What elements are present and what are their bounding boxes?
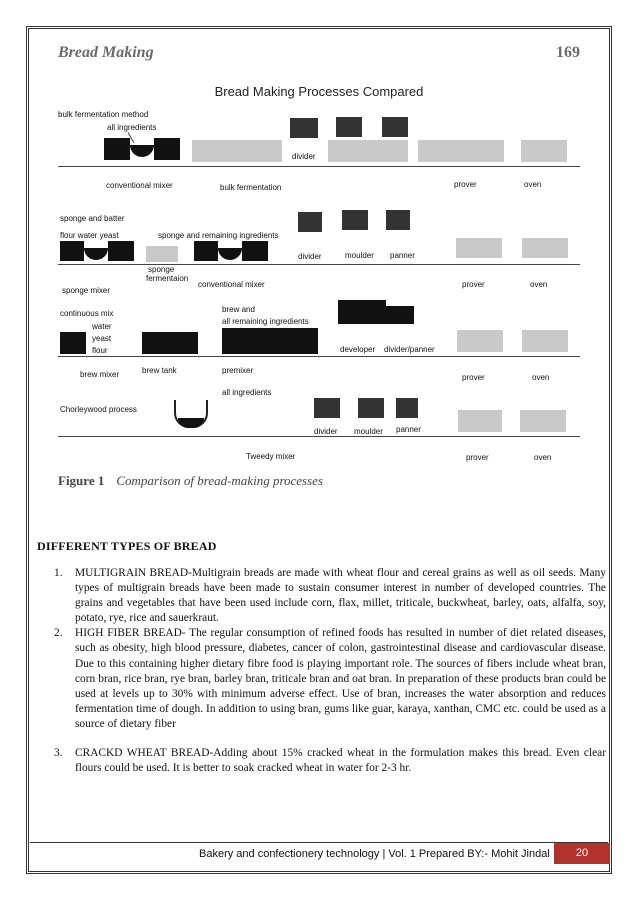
label-moulder: moulder bbox=[345, 251, 374, 260]
label-chorleywood: Chorleywood process bbox=[60, 405, 137, 414]
label-oven: oven bbox=[532, 373, 550, 382]
figure-caption bbox=[58, 473, 323, 489]
moulder-machine bbox=[342, 210, 368, 230]
label-sponge-batter: sponge and batter bbox=[60, 214, 125, 223]
label-divider: divider bbox=[298, 252, 322, 261]
oven-machine bbox=[522, 330, 568, 352]
prover-machine bbox=[458, 410, 502, 432]
conventional-mixer-block bbox=[194, 241, 218, 261]
label-sponge-mixer: sponge mixer bbox=[62, 286, 111, 295]
label-oven: oven bbox=[534, 453, 552, 462]
panner-machine bbox=[396, 398, 418, 418]
list-item-text: MULTIGRAIN BREAD-Multigrain breads are made with wheat flour and cereal grains as well as oil seeds. Many types of multigrain breads have been made to sustain consumer interest in number of developed countries. The grains and vegetables that have been used include corn, flax, millet, triticale, buckwheat, barley, oats, alfalfa, soy, potato, rye, rice and sauerkraut. bbox=[75, 567, 606, 625]
developer-machine bbox=[338, 300, 386, 324]
list-item-text: CRACKD WHEAT BREAD-Adding about 15% cracked wheat in the formulation makes this bread. Even clear flours could be used. It is better to soak cracked wheat in water for 2-3 hr. bbox=[75, 747, 606, 775]
sponge-mixer-block bbox=[108, 241, 134, 261]
book-page-number: 169 bbox=[556, 44, 580, 61]
label-divider: divider bbox=[292, 152, 316, 161]
list-item bbox=[54, 566, 606, 626]
label-brew-mixer: brew mixer bbox=[80, 370, 120, 379]
label-oven: oven bbox=[524, 180, 542, 189]
figure-caption-number: Figure 1 bbox=[58, 473, 105, 488]
brew-tank bbox=[142, 332, 198, 354]
label-divider-panner: divider/panner bbox=[384, 345, 435, 354]
label-moulder: moulder bbox=[354, 427, 383, 436]
divider-machine bbox=[298, 212, 322, 232]
oven-machine bbox=[520, 410, 566, 432]
list-item-number: 1. bbox=[54, 567, 63, 579]
label-prover: prover bbox=[462, 280, 485, 289]
list-item bbox=[54, 746, 606, 776]
list-item-number: 2. bbox=[54, 627, 63, 640]
mixer-block bbox=[104, 138, 130, 160]
label-flour-water-yeast: flour water yeast bbox=[60, 231, 119, 240]
moulder-machine bbox=[358, 398, 384, 418]
oven-machine bbox=[522, 238, 568, 258]
label-developer: developer bbox=[340, 345, 376, 354]
floor-line bbox=[58, 264, 580, 265]
divider-panner-machine bbox=[386, 306, 414, 324]
label-sponge-fermentation-b: fermentaion bbox=[146, 274, 189, 283]
bulk-fermentation-tank bbox=[192, 140, 282, 162]
list-item-text: HIGH FIBER BREAD- The regular consumption of refined foods has resulted in number of diet related diseases, such as obesity, high blood pressure, diabetes, cancer of colon, gastrointestinal disease and cardiovascular disease. Due to this containing higher dietary fibre food is playing important role. The sources of fibers include wheat bran, corn bran, rice bran, rye bran, barley bran, triticale bran and oat bran. In preparation of these products bran could be used at levels up to 30% with minimum adverse effect. Use of bran, increases the water absorption and reduces fermentation time of dough. In addition to using bran, gums like guar, karaya, xanthan, CMC etc. could be used as a source of dietary fiber bbox=[75, 627, 606, 730]
figure-title: Bread Making Processes Compared bbox=[214, 84, 424, 99]
prover-machine bbox=[456, 238, 502, 258]
premixer bbox=[222, 328, 318, 354]
label-flour: flour bbox=[92, 346, 108, 355]
footer-text: Bakery and confectionery technology | Vol. 1 Prepared BY:- Mohit Jindal bbox=[199, 848, 550, 860]
footer-divider bbox=[30, 842, 608, 843]
label-conventional-mixer: conventional mixer bbox=[106, 181, 173, 190]
label-divider: divider bbox=[314, 427, 338, 436]
mixer-block bbox=[154, 138, 180, 160]
prover-machine bbox=[457, 330, 503, 352]
label-water: water bbox=[92, 322, 112, 331]
conveyor bbox=[328, 140, 408, 162]
divider-machine bbox=[290, 118, 318, 138]
label-prover: prover bbox=[454, 180, 477, 189]
list-item bbox=[54, 626, 606, 732]
sponge-mixer-block bbox=[60, 241, 84, 261]
floor-line bbox=[58, 436, 580, 437]
brew-mixer bbox=[60, 332, 86, 354]
panner-machine bbox=[382, 117, 408, 137]
label-continuous-mix: continuous mix bbox=[60, 309, 114, 318]
label-sponge-fermentation-a: sponge bbox=[148, 265, 175, 274]
book-title: Bread Making bbox=[58, 44, 154, 61]
label-bulk-method: bulk fermentation method bbox=[58, 110, 149, 119]
label-oven: oven bbox=[530, 280, 548, 289]
floor-line bbox=[58, 356, 580, 357]
floor-line bbox=[58, 166, 580, 167]
label-panner: panner bbox=[390, 251, 415, 260]
bread-types-list bbox=[54, 566, 606, 776]
label-prover: prover bbox=[462, 373, 485, 382]
label-panner: panner bbox=[396, 425, 421, 434]
sponge-fermentation-tank bbox=[146, 246, 178, 262]
label-yeast: yeast bbox=[92, 334, 112, 343]
label-tweedy-mixer: Tweedy mixer bbox=[246, 452, 296, 461]
label-conventional-mixer: conventional mixer bbox=[198, 280, 265, 289]
footer-page-number: 20 bbox=[554, 843, 610, 864]
section-heading: DIFFERENT TYPES OF BREAD bbox=[37, 539, 217, 553]
label-premixer: premixer bbox=[222, 366, 254, 375]
label-brew-tank: brew tank bbox=[142, 366, 177, 375]
label-all-remaining: all remaining ingredients bbox=[222, 317, 309, 326]
label-bulk-fermentation: bulk fermentation bbox=[220, 183, 282, 192]
label-brew-and: brew and bbox=[222, 305, 255, 314]
oven-machine bbox=[521, 140, 567, 162]
label-prover: prover bbox=[466, 453, 489, 462]
list-item-number: 3. bbox=[54, 747, 63, 760]
label-sponge-remaining: sponge and remaining ingredients bbox=[158, 231, 279, 240]
label-all-ingredients: all ingredients bbox=[222, 388, 272, 397]
moulder-machine bbox=[336, 117, 362, 137]
label-all-ingredients: all ingredients bbox=[107, 123, 157, 132]
panner-machine bbox=[386, 210, 410, 230]
conventional-mixer-block bbox=[242, 241, 268, 261]
prover-machine bbox=[418, 140, 504, 162]
divider-machine bbox=[314, 398, 340, 418]
figure-caption-text: Comparison of bread-making processes bbox=[116, 473, 324, 488]
